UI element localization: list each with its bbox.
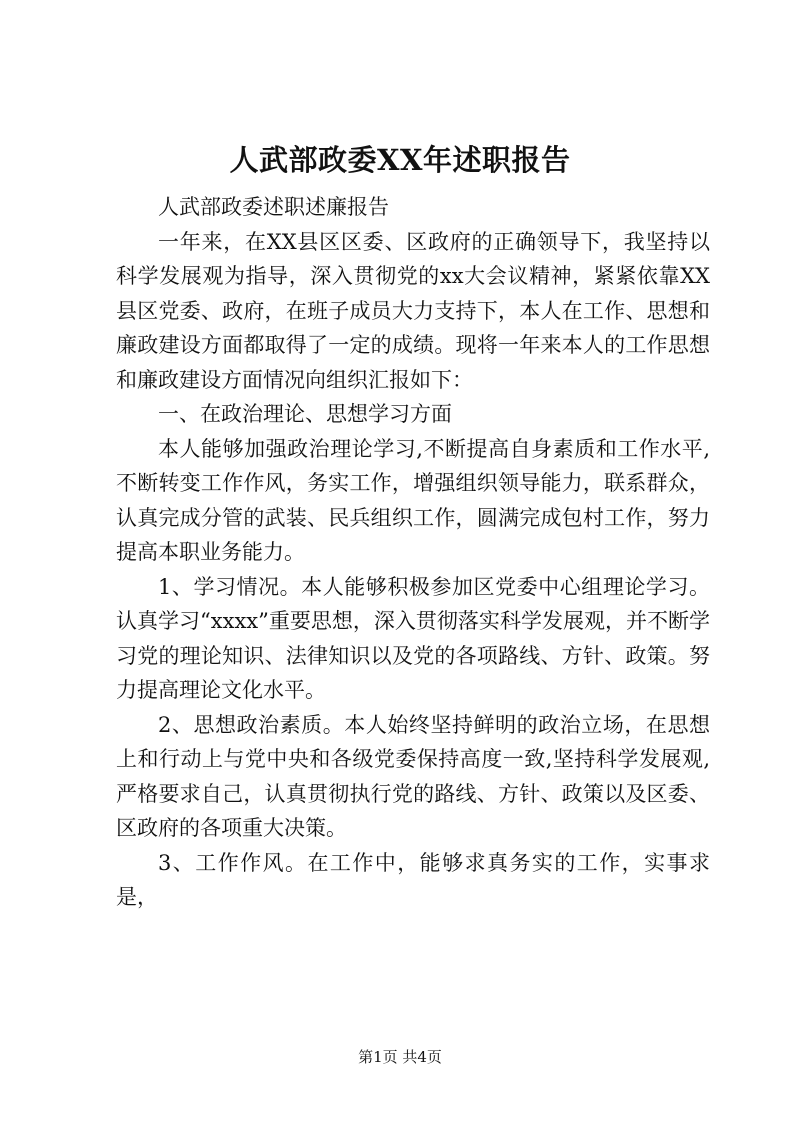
document-subtitle: 人武部政委述职述廉报告 xyxy=(158,195,389,219)
page-number: 第1页 共4页 xyxy=(358,1048,442,1066)
paragraph-study: 1、学习情况。本人能够积极参加区党委中心组理论学习。认真学习“xxxx”重要思想，深入贯彻落实科学发展观，并不断学习党的理论知识、法律知识以及党的各项路线、方针、政策。努力提高理论文化水平。 xyxy=(116,574,710,702)
paragraph-intro: 一年来，在XX县区区委、区政府的正确领导下，我坚持以科学发展观为指导，深入贯彻党的xx大会议精神，紧紧依靠XX县区党委、政府，在班子成员大力支持下，本人在工作、思想和廉政建设方面都取得了一定的成绩。现将一年来本人的工作思想和廉政建设方面情况向组织汇报如下： xyxy=(116,229,710,392)
paragraph-ideology: 2、思想政治素质。本人始终坚持鲜明的政治立场，在思想上和行动上与党中央和各级党委保持高度一致,坚持科学发展观,严格要求自己，认真贯彻执行党的路线、方针、政策以及区委、区政府的各项重大决策。 xyxy=(116,712,710,840)
paragraph-work-style: 3、工作作风。在工作中，能够求真务实的工作，实事求是， xyxy=(116,850,710,909)
document-body xyxy=(116,190,710,915)
paragraph-political-theory: 本人能够加强政治理论学习,不断提高自身素质和工作水平,不断转变工作作风，务实工作，增强组织领导能力，联系群众，认真完成分管的武装、民兵组织工作，圆满完成包村工作，努力提高本职业务能力。 xyxy=(116,436,710,564)
document-title: 人武部政委XX年述职报告 xyxy=(229,143,571,177)
section-heading-political-theory: 一、在政治理论、思想学习方面 xyxy=(158,402,452,426)
